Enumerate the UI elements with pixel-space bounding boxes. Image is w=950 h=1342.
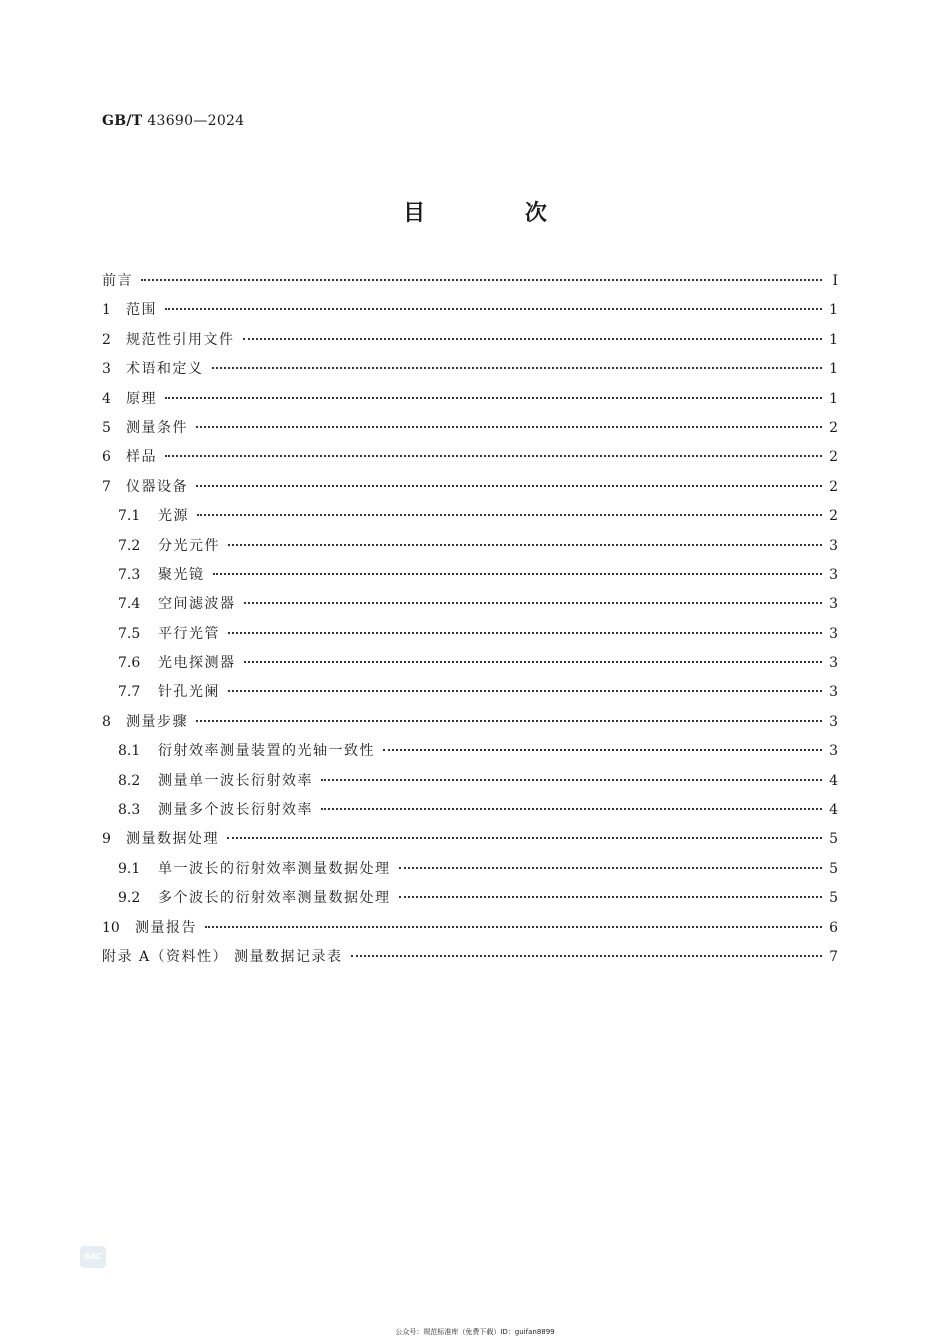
toc-entry-title: 单一波长的衍射效率测量数据处理 [158, 860, 391, 877]
toc-leader-dots [351, 955, 822, 957]
toc-leader-dots [196, 426, 822, 428]
toc-entry-page: 3 [829, 743, 838, 760]
toc-entry-page: 1 [829, 361, 838, 378]
toc-entry-title: 术语和定义 [126, 361, 204, 378]
toc-entry-page: 5 [829, 890, 838, 907]
toc-leader-dots [228, 544, 822, 546]
toc-entry-page: 3 [829, 596, 838, 613]
toc-entry-page: 1 [829, 302, 838, 319]
toc-entry-page: 4 [829, 772, 838, 789]
toc-entry-number: 7.4 [118, 596, 141, 613]
toc-entry-number: 5 [102, 419, 111, 436]
toc-entry-title: 范围 [126, 302, 157, 319]
toc-entry-number: 9.2 [118, 890, 141, 907]
toc-entry[interactable] [102, 270, 838, 299]
toc-entry-title: 平行光管 [158, 625, 220, 642]
toc-entry[interactable] [102, 564, 838, 593]
toc-leader-dots [197, 514, 822, 516]
toc-entry-page: 1 [829, 331, 838, 348]
toc-entry-page: 3 [829, 684, 838, 701]
toc-entry-title: 样品 [126, 449, 157, 466]
toc-entry[interactable] [102, 417, 838, 446]
toc-entry-title: 多个波长的衍射效率测量数据处理 [158, 890, 391, 907]
toc-leader-dots [244, 661, 823, 663]
toc-entry-title: 光源 [158, 508, 189, 525]
toc-entry-page: 3 [829, 625, 838, 642]
toc-entry-title: 前言 [102, 273, 133, 289]
toc-entry[interactable] [102, 770, 838, 799]
toc-entry[interactable] [102, 476, 838, 505]
toc-entry-page: 3 [829, 566, 838, 583]
toc-entry[interactable] [102, 358, 838, 387]
toc-leader-dots [165, 308, 822, 310]
toc-entry[interactable] [102, 828, 838, 857]
toc-entry-page: I [832, 273, 838, 289]
toc-leader-dots [205, 926, 822, 928]
toc-entry-number: 7.6 [118, 655, 141, 672]
toc-entry-title: 测量步骤 [126, 713, 188, 730]
toc-entry-page: 2 [829, 478, 838, 495]
toc-entry-page: 3 [829, 537, 838, 554]
toc-entry[interactable] [102, 946, 838, 975]
toc-entry-page: 3 [829, 713, 838, 730]
toc-entry-title: 测量多个波长衍射效率 [158, 802, 313, 819]
footer-text: 公众号：规范标准库（免费下载）ID：guifan8899 [395, 1328, 555, 1336]
toc-entry-title: 仪器设备 [126, 478, 188, 495]
toc-entry-title: 附录 A（资料性） 测量数据记录表 [102, 948, 343, 965]
toc-entry-title: 测量报告 [135, 919, 197, 936]
standard-number: 43690—2024 [147, 113, 245, 129]
toc-entry-title: 空间滤波器 [158, 596, 236, 613]
toc-entry[interactable] [102, 711, 838, 740]
toc-entry-page: 2 [829, 449, 838, 466]
toc-leader-dots [196, 720, 822, 722]
toc-entry-number: 8 [102, 713, 111, 730]
toc-entry[interactable] [102, 623, 838, 652]
toc-entry-number: 8.3 [118, 802, 141, 819]
toc-leader-dots [243, 338, 823, 340]
toc-entry[interactable] [102, 799, 838, 828]
toc-entry-page: 2 [829, 508, 838, 525]
toc-entry-page: 5 [829, 860, 838, 877]
toc-entry-number: 6 [102, 449, 111, 466]
toc-entry-page: 7 [829, 948, 838, 965]
toc-entry[interactable] [102, 329, 838, 358]
toc-entry[interactable] [102, 388, 838, 417]
toc-leader-dots [228, 690, 822, 692]
toc-entry-title: 测量条件 [126, 419, 188, 436]
toc-entry[interactable] [102, 652, 838, 681]
toc-entry-page: 4 [829, 802, 838, 819]
toc-entry-page: 5 [829, 831, 838, 848]
toc-entry-number: 1 [102, 302, 111, 319]
toc-entry-number: 7 [102, 478, 111, 495]
standard-code [102, 113, 244, 129]
toc-leader-dots [399, 867, 823, 869]
toc-entry-page: 1 [829, 390, 838, 407]
toc-leader-dots [213, 573, 823, 575]
toc-leader-dots [244, 602, 823, 604]
toc-entry-number: 7.1 [118, 508, 141, 525]
toc-entry[interactable] [102, 446, 838, 475]
toc-entry[interactable] [102, 858, 838, 887]
toc-entry[interactable] [102, 887, 838, 916]
toc-entry-number: 8.1 [118, 743, 141, 760]
toc-leader-dots [212, 367, 823, 369]
toc-leader-dots [399, 896, 823, 898]
toc-leader-dots [165, 455, 822, 457]
toc-entry[interactable] [102, 299, 838, 328]
toc-entry-number: 7.5 [118, 625, 141, 642]
toc-entry-number: 8.2 [118, 772, 141, 789]
toc-entry-title: 测量单一波长衍射效率 [158, 772, 313, 789]
standard-prefix: GB/T [102, 113, 143, 129]
toc-leader-dots [165, 397, 822, 399]
toc-entry-number: 2 [102, 331, 111, 348]
toc-entry[interactable] [102, 681, 838, 710]
toc-entry-number: 7.2 [118, 537, 141, 554]
toc-leader-dots [321, 779, 822, 781]
toc-entry-number: 9 [102, 831, 111, 848]
toc-entry[interactable] [102, 917, 838, 946]
toc-entry[interactable] [102, 593, 838, 622]
toc-entry-number: 7.3 [118, 566, 141, 583]
toc-entry-number: 9.1 [118, 860, 141, 877]
toc-leader-dots [228, 632, 822, 634]
toc-entry-page: 2 [829, 419, 838, 436]
toc-entry-title: 针孔光阑 [158, 684, 220, 701]
toc-entry-title: 聚光镜 [158, 566, 205, 583]
toc-entry[interactable] [102, 740, 838, 769]
toc-leader-dots [321, 808, 822, 810]
toc-entry-page: 6 [829, 919, 838, 936]
toc-entry-number: 10 [102, 919, 120, 936]
page-title: 目 次 [403, 201, 593, 226]
toc-entry-title: 光电探测器 [158, 655, 236, 672]
toc-leader-dots [227, 837, 822, 839]
toc-entry-title: 分光元件 [158, 537, 220, 554]
toc-leader-dots [196, 485, 822, 487]
toc-leader-dots [383, 749, 822, 751]
toc-entry[interactable] [102, 535, 838, 564]
toc-entry-title: 原理 [126, 390, 157, 407]
sac-logo: SAC [80, 1246, 106, 1268]
toc-entry[interactable] [102, 505, 838, 534]
toc-entry-title: 衍射效率测量装置的光轴一致性 [158, 743, 375, 760]
toc-entry-title: 规范性引用文件 [126, 331, 235, 348]
table-of-contents [102, 270, 838, 975]
toc-entry-number: 7.7 [118, 684, 141, 701]
toc-entry-number: 3 [102, 361, 111, 378]
toc-entry-title: 测量数据处理 [126, 831, 219, 848]
toc-entry-number: 4 [102, 390, 111, 407]
toc-leader-dots [141, 279, 822, 281]
toc-entry-page: 3 [829, 655, 838, 672]
